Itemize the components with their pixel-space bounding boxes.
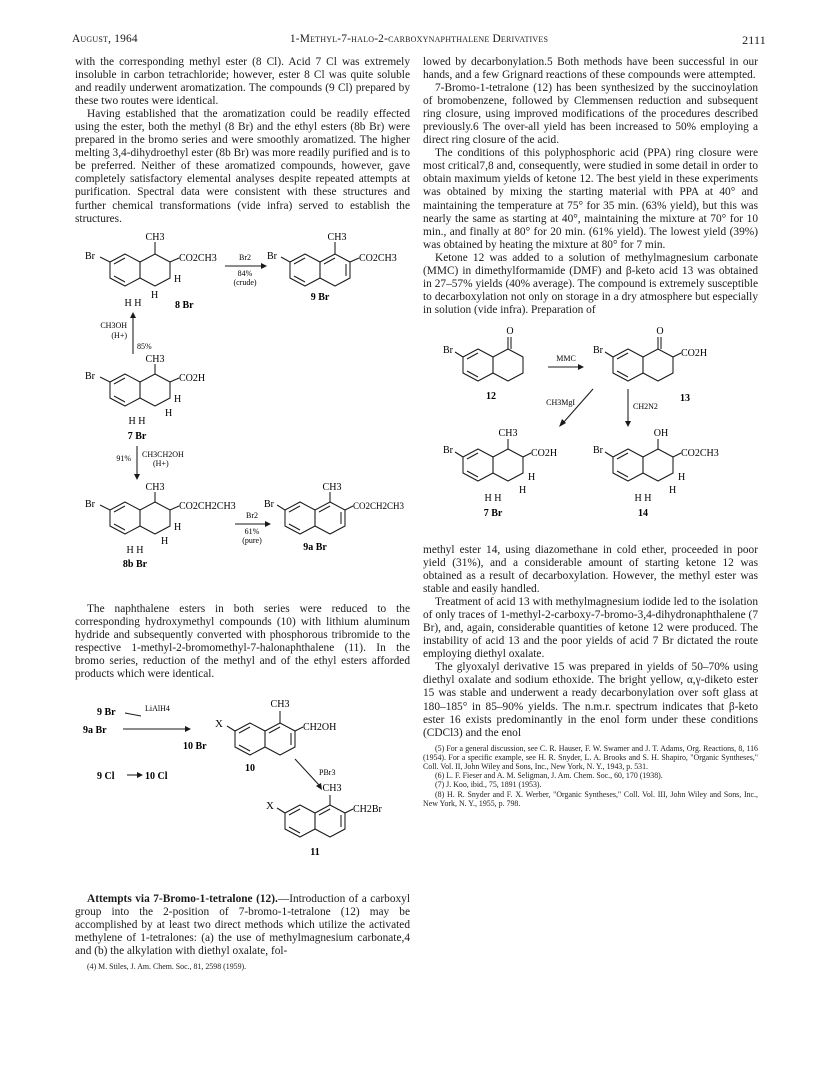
arrow-bromination-2: [235, 511, 271, 545]
left-paragraph-3: The naphthalene esters in both series were reduced to the corresponding hydroxymethyl compounds (10) with lithium aluminum hydride and subsequently converted with phosphorous tribromide to the respective 1-methyl-2-bromomethyl-7-halonaphthalene (11). In the bromo series, reduction of the methyl and of the ethyl esters afforded products which were identical.: [75, 602, 410, 680]
label-9cl: 9 Cl: [97, 770, 115, 782]
molecule-9br: [267, 232, 397, 303]
label-ch3-10: CH3: [270, 698, 290, 710]
molecule-7br: [85, 354, 205, 442]
note-crude: (crude): [233, 277, 257, 287]
right-paragraph-2: 7-Bromo-1-tetralone (12) has been synthesized by the succinoylation of bromobenzene, followed by Clemmensen reduction and subsequent ring closure, using improved modifications of the procedures described previously.6 The over-all yield has been increased to 50% employing a direct ring closure of the acid.: [423, 82, 758, 147]
reagent-mmc: MMC: [556, 353, 576, 363]
note-pure: (pure): [242, 535, 262, 545]
reagent-h: (H+): [111, 330, 127, 340]
label-br-14: Br: [593, 444, 603, 456]
label-h-s3: H: [528, 471, 536, 483]
label-h-s3-2: H: [519, 484, 527, 496]
label-br-12: Br: [443, 344, 453, 356]
yield-84: 84%: [237, 268, 253, 278]
label-co2ch2ch3: CO2CH2CH3: [179, 500, 236, 512]
label-br-8bbr: Br: [85, 498, 95, 510]
label-co2ch2ch3-9abr: CO2CH2CH3: [353, 500, 405, 511]
yield-61: 61%: [244, 526, 260, 536]
left-paragraph-4: [75, 893, 410, 958]
header-title: 1-Methyl-7-halo-2-carboxynaphthalene Derivatives: [289, 33, 549, 45]
left-paragraph-4-body: —Introduction of a carboxyl group into the 2-position of 7-bromo-1-tetralone (12) may be accomplished by at least two direct methods which utilize the activated methylene of 1-tetralones: (a) the use of methylmagnesium carbonate,4 and (b) the alkylation with diethyl oxalate, fol-: [75, 892, 410, 958]
label-7br-s3: 7 Br: [483, 507, 503, 519]
reagent-etoh: CH3CH2OH: [142, 449, 184, 459]
molecule-11: [266, 783, 383, 858]
footnote-4: (4) M. Stiles, J. Am. Chem. Soc., 81, 2598 (1959).: [87, 962, 247, 972]
label-br-9abr: Br: [264, 498, 274, 510]
footnote-6: (6) L. F. Fieser and A. M. Seligman, J. Am. Chem. Soc., 60, 170 (1938).: [435, 771, 663, 781]
scheme-reduction: [75, 687, 410, 887]
right-paragraph-1: lowed by decarbonylation.5 Both methods have been successful in our hands, and a few Grignard reactions of these compounds were attempted.: [423, 56, 758, 82]
label-hh: H H: [124, 297, 142, 309]
molecule-14: [593, 428, 719, 519]
label-hh-8bbr: H H: [126, 544, 144, 556]
arrow-ethyl-esterification: [116, 446, 184, 480]
label-co2ch3: CO2CH3: [179, 252, 217, 264]
label-7br: 7 Br: [127, 430, 147, 442]
reagent-meoh: CH3OH: [100, 320, 127, 330]
left-column: [75, 56, 410, 971]
label-ch3: CH3: [145, 231, 165, 243]
label-h-7br-2: H: [165, 407, 173, 419]
label-ch3-8bbr: CH3: [145, 481, 165, 493]
label-co2h-s3: CO2H: [531, 447, 558, 459]
label-o-13: O: [656, 325, 664, 337]
reagent-lialh4: LiAlH4: [145, 703, 170, 713]
scheme-tetralone: [423, 323, 758, 538]
label-13: 13: [680, 392, 690, 404]
arrow-bromination: [225, 253, 267, 287]
label-br-s3: Br: [443, 444, 453, 456]
label-ch3-9br: CH3: [327, 231, 347, 243]
scheme-bromo-esters: [75, 232, 410, 597]
footnote-8: (8) H. R. Snyder and F. X. Werber, "Organic Syntheses," Coll. Vol. III, John Wiley and Sons, Inc., New York, N. Y., 1955, p. 798.: [423, 789, 758, 808]
label-co2h-13: CO2H: [681, 347, 708, 359]
label-11: 11: [310, 846, 320, 858]
label-x-11: X: [266, 799, 274, 812]
molecule-9abr: [264, 482, 405, 553]
label-co2ch3-9br: CO2CH3: [359, 252, 397, 264]
label-h-14-2: H: [669, 484, 677, 496]
reagent-br2: Br2: [239, 252, 251, 262]
right-paragraph-7: The glyoxalyl derivative 15 was prepared in yields of 50–70% using diethyl oxalate and sodium ethoxide. The bright yellow, α,γ-diketo ester 15 was stable and underwent a ready decarbonylation over soft glass at 180–185° in 85–90% yields. The n.m.r. spectrum indicates that β-keto ester 16 exists predominantly in the enol form under these conditions (CDCl3) and the enol: [423, 661, 758, 739]
label-8br: 8 Br: [175, 299, 194, 311]
label-ch2oh: CH2OH: [303, 721, 337, 733]
left-footnotes: [75, 962, 410, 971]
label-hh-7br: H H: [128, 415, 146, 427]
molecule-13: [593, 326, 707, 404]
label-hh-s3: H H: [484, 492, 502, 504]
label-h-7br: H: [174, 393, 182, 405]
label-ch3-s3: CH3: [498, 427, 518, 439]
arrow-esterification: [100, 312, 152, 354]
label-10: 10: [245, 762, 255, 774]
footnote-5: (5) For a general discussion, see C. R. Hauser, F. W. Swamer and J. T. Adams, Org. Reactions, 8, 116 (1954). For a specific example, see H. R. Snyder, L. A. Brooks and S. H. Shapiro, "Organic Syntheses," Coll. Vol. II, John Wiley and Sons, Inc., New York, N. Y., 1943, p. 531.: [423, 743, 758, 772]
header-date: August, 1964: [72, 33, 138, 45]
label-h-8bbr: H: [174, 521, 182, 533]
right-footnotes: [423, 744, 758, 808]
molecule-12: [443, 326, 523, 402]
yield-85: 85%: [137, 341, 152, 351]
molecule-7br-s3: [443, 428, 557, 519]
reagent-ch2n2: CH2N2: [633, 401, 658, 411]
label-br-7br: Br: [85, 370, 95, 382]
section-heading: Attempts via 7-Bromo-1-tetralone (12).: [87, 892, 278, 905]
label-ch3-11: CH3: [322, 782, 342, 794]
right-paragraph-6: Treatment of acid 13 with methylmagnesium iodide led to the isolation of only traces of 1-methyl-2-carboxy-7-bromo-3,4-dihydronaphthalene (7 Br), and, again, considerable quantities of ketone 12 were produced. The instability of acid 13 and the poor yields of acid 7 Br dictated the route employing diethyl oxalate.: [423, 596, 758, 661]
yield-91: 91%: [116, 453, 131, 463]
label-9abr-s2: 9a Br: [83, 724, 107, 736]
label-ch2br: CH2Br: [353, 803, 382, 815]
molecule-8bbr: [85, 482, 236, 570]
label-9br-s2: 9 Br: [97, 706, 116, 718]
right-paragraph-5: methyl ester 14, using diazomethane in cold ether, proceeded in poor yield (31%), and a considerable amount of starting ketone 12 was obtained as a result of decarboxylation. However, the methyl ester was stable and easily handled.: [423, 543, 758, 596]
right-paragraph-4: Ketone 12 was added to a solution of methylmagnesium carbonate (MMC) in dimethylformamide (DMF) and β-keto acid 13 was obtained in 27–57% yields (40% average). The compound is extremely susceptible to decarboxylation not only on storage in a dry atmosphere but especially in solution (vide infra). Preparation of: [423, 251, 758, 316]
label-br: Br: [85, 250, 95, 262]
label-12: 12: [486, 390, 496, 402]
label-10cl: 10 Cl: [145, 770, 168, 782]
label-x-10: X: [215, 717, 223, 730]
label-br-13: Br: [593, 344, 603, 356]
right-paragraph-3: The conditions of this polyphosphoric acid (PPA) ring closure were most critical7,8 and, consequently, were studied in some detail in order to obtain maximum yields of ketone 12. The best yield in these experiments was obtained by mixing the starting material with PPA at 40° and maintaining the temperature at 75° for 35 min. (63% yield), but this was nearly the same as starting at 40°, maintaining the mixture at 70° for 10 min., and finally at 80° for 20 min. (61% yield). The lowest yield (39%) was obtained by heating the mixture at 80° for 7 min.: [423, 147, 758, 251]
label-8bbr: 8b Br: [122, 558, 148, 570]
label-h-8bbr-2: H: [161, 535, 169, 547]
label-br-9br: Br: [267, 250, 277, 262]
running-head: [72, 33, 766, 49]
label-h-14: H: [678, 471, 686, 483]
label-co2h: CO2H: [179, 372, 206, 384]
left-paragraph-2: Having established that the aromatization could be readily effected using the ester, both the methyl (8 Br) and the ethyl esters (8b Br) were prepared in the bromo series and were smoothly aromatized. The higher melting 3,4-dihydroethyl ester (8b Br) was more readily purified and is to be preferred. Neither of these aromatized compounds, however, gave completely satisfactory elemental analyses despite repeated attempts at purification. Spectral data were consistent with these structures and further chemical transformations (vide infra) served to establish the structures.: [75, 108, 410, 225]
label-9abr: 9a Br: [303, 541, 327, 553]
label-h: H: [174, 273, 182, 285]
right-column: [423, 56, 758, 808]
reagent-pbr3: PBr3: [319, 767, 336, 777]
label-o-12: O: [506, 325, 514, 337]
label-oh: OH: [653, 427, 669, 439]
label-hh-14: H H: [634, 492, 652, 504]
label-10br: 10 Br: [183, 740, 207, 752]
molecule-8br: [85, 232, 217, 311]
footnote-7: (7) J. Koo, ibid., 75, 1891 (1953).: [435, 780, 542, 790]
left-paragraph-1: with the corresponding methyl ester (8 Cl). Acid 7 Cl was extremely insoluble in carbon tetrachloride; however, ester 8 Cl was quite soluble and readily underwent aromatization. The compounds (9 Cl) prepared by these two routes were identical.: [75, 56, 410, 108]
reagent-ch3mgi: CH3MgI: [546, 397, 575, 407]
label-co2ch3-14: CO2CH3: [681, 447, 719, 459]
label-ch3-9abr: CH3: [322, 481, 342, 493]
label-9br: 9 Br: [310, 291, 330, 303]
page-number: 2111: [742, 33, 766, 47]
label-ch3-7br: CH3: [145, 353, 165, 365]
label-14: 14: [638, 507, 648, 519]
molecule-10: [215, 699, 336, 774]
label-h-2: H: [151, 289, 159, 301]
reagent-etoh-h: (H+): [153, 458, 169, 468]
reagent-br2-2: Br2: [246, 510, 258, 520]
